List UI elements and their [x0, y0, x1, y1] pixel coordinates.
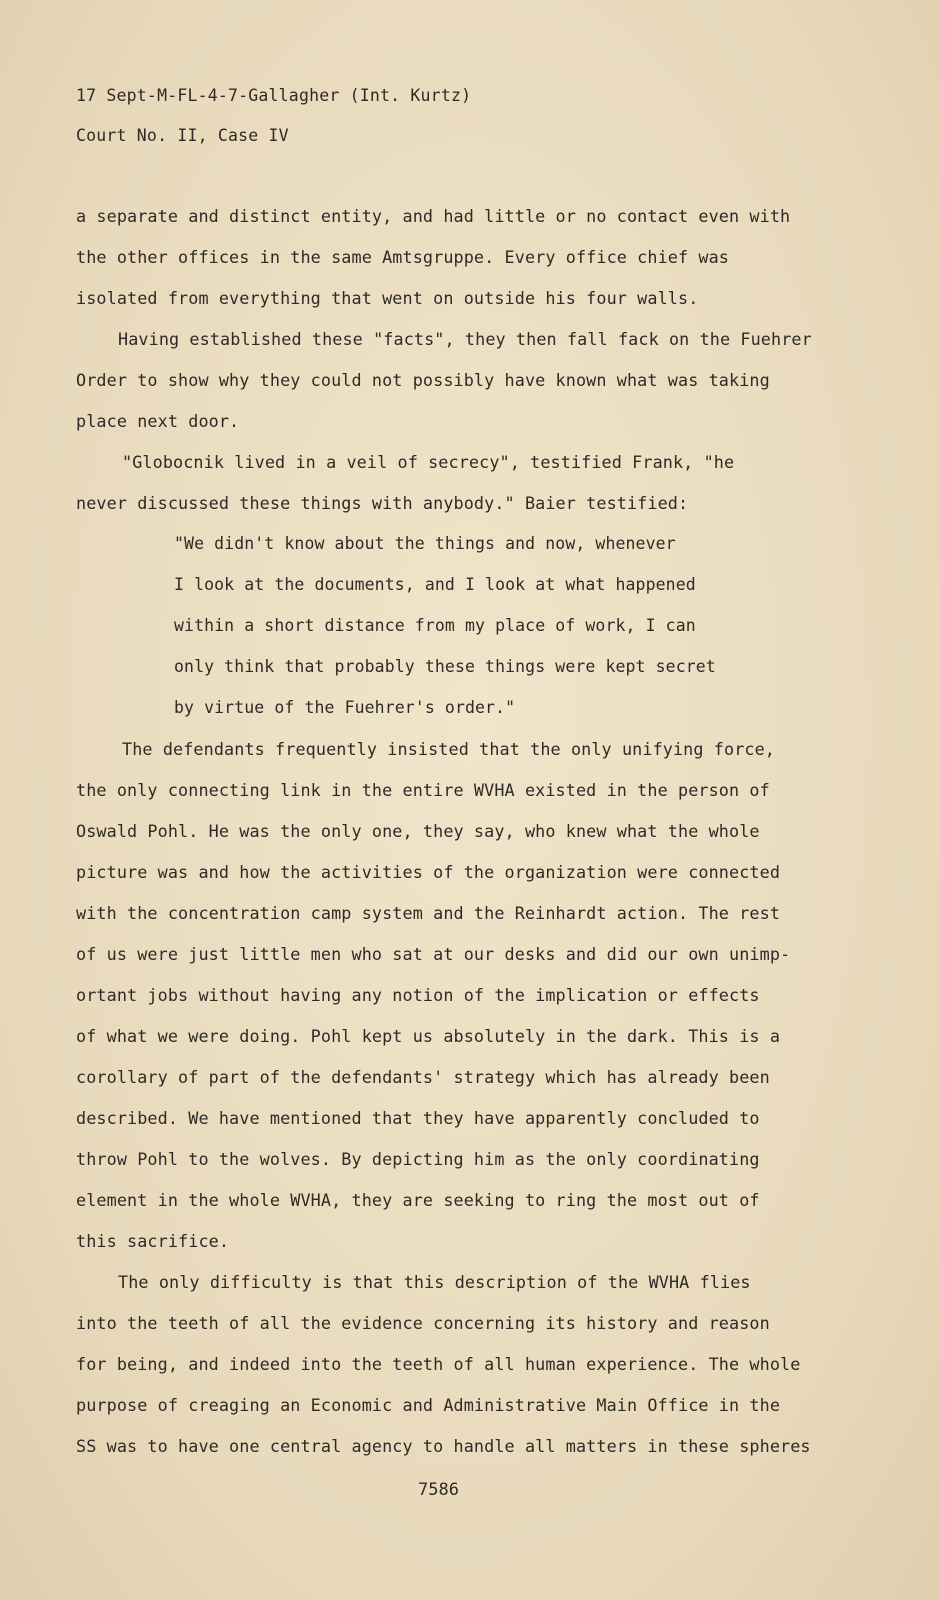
body-line: this sacrifice.	[76, 1231, 230, 1251]
body-line: corollary of part of the defendants' strategy which has already been	[76, 1067, 770, 1087]
quote-line: I look at the documents, and I look at what happened	[174, 575, 696, 594]
body-line: into the teeth of all the evidence concerning its history and reason	[76, 1313, 770, 1333]
body-line: purpose of creaging an Economic and Administrative Main Office in the	[76, 1395, 781, 1415]
body-line: Oswald Pohl. He was the only one, they say, who knew what the whole	[76, 821, 760, 841]
quote-line: within a short distance from my place of work, I can	[174, 616, 696, 635]
body-line: The defendants frequently insisted that the only unifying force,	[122, 739, 776, 759]
header-line-2: Court No. II, Case IV	[76, 126, 289, 145]
body-line: isolated from everything that went on outside his four walls.	[76, 288, 699, 308]
header-line-1: 17 Sept-M-FL-4-7-Gallagher (Int. Kurtz)	[76, 86, 472, 105]
body-line: picture was and how the activities of the organization were connected	[76, 862, 781, 882]
body-line: described. We have mentioned that they have apparently concluded to	[76, 1108, 760, 1128]
body-line: of what we were doing. Pohl kept us absolutely in the dark. This is a	[76, 1026, 781, 1046]
body-line: Order to show why they could not possibly have known what was taking	[76, 370, 770, 390]
quote-line: by virtue of the Fuehrer's order."	[174, 698, 516, 717]
quote-line: "We didn't know about the things and now, whenever	[174, 534, 676, 553]
body-line: ortant jobs without having any notion of the implication or effects	[76, 985, 760, 1005]
body-line: with the concentration camp system and the Reinhardt action. The rest	[76, 903, 781, 923]
body-line: element in the whole WVHA, they are seeking to ring the most out of	[76, 1190, 760, 1210]
body-line: The only difficulty is that this description of the WVHA flies	[118, 1272, 751, 1292]
page-number: 7586	[418, 1480, 459, 1500]
body-line: "Globocnik lived in a veil of secrecy", testified Frank, "he	[122, 452, 735, 472]
body-line: the only connecting link in the entire WVHA existed in the person of	[76, 780, 770, 800]
body-line: the other offices in the same Amtsgruppe. Every office chief was	[76, 247, 730, 267]
body-line: never discussed these things with anybody." Baier testified:	[76, 493, 689, 513]
body-line: SS was to have one central agency to handle all matters in these spheres	[76, 1436, 811, 1456]
body-line: Having established these "facts", they then fall fack on the Fuehrer	[118, 329, 812, 349]
body-line: for being, and indeed into the teeth of all human experience. The whole	[76, 1354, 801, 1374]
body-line: a separate and distinct entity, and had little or no contact even with	[76, 206, 791, 226]
quote-line: only think that probably these things were kept secret	[174, 657, 716, 676]
body-line: throw Pohl to the wolves. By depicting him as the only coordinating	[76, 1149, 760, 1169]
body-line: of us were just little men who sat at our desks and did our own unimp-	[76, 944, 791, 964]
body-line: place next door.	[76, 411, 240, 431]
